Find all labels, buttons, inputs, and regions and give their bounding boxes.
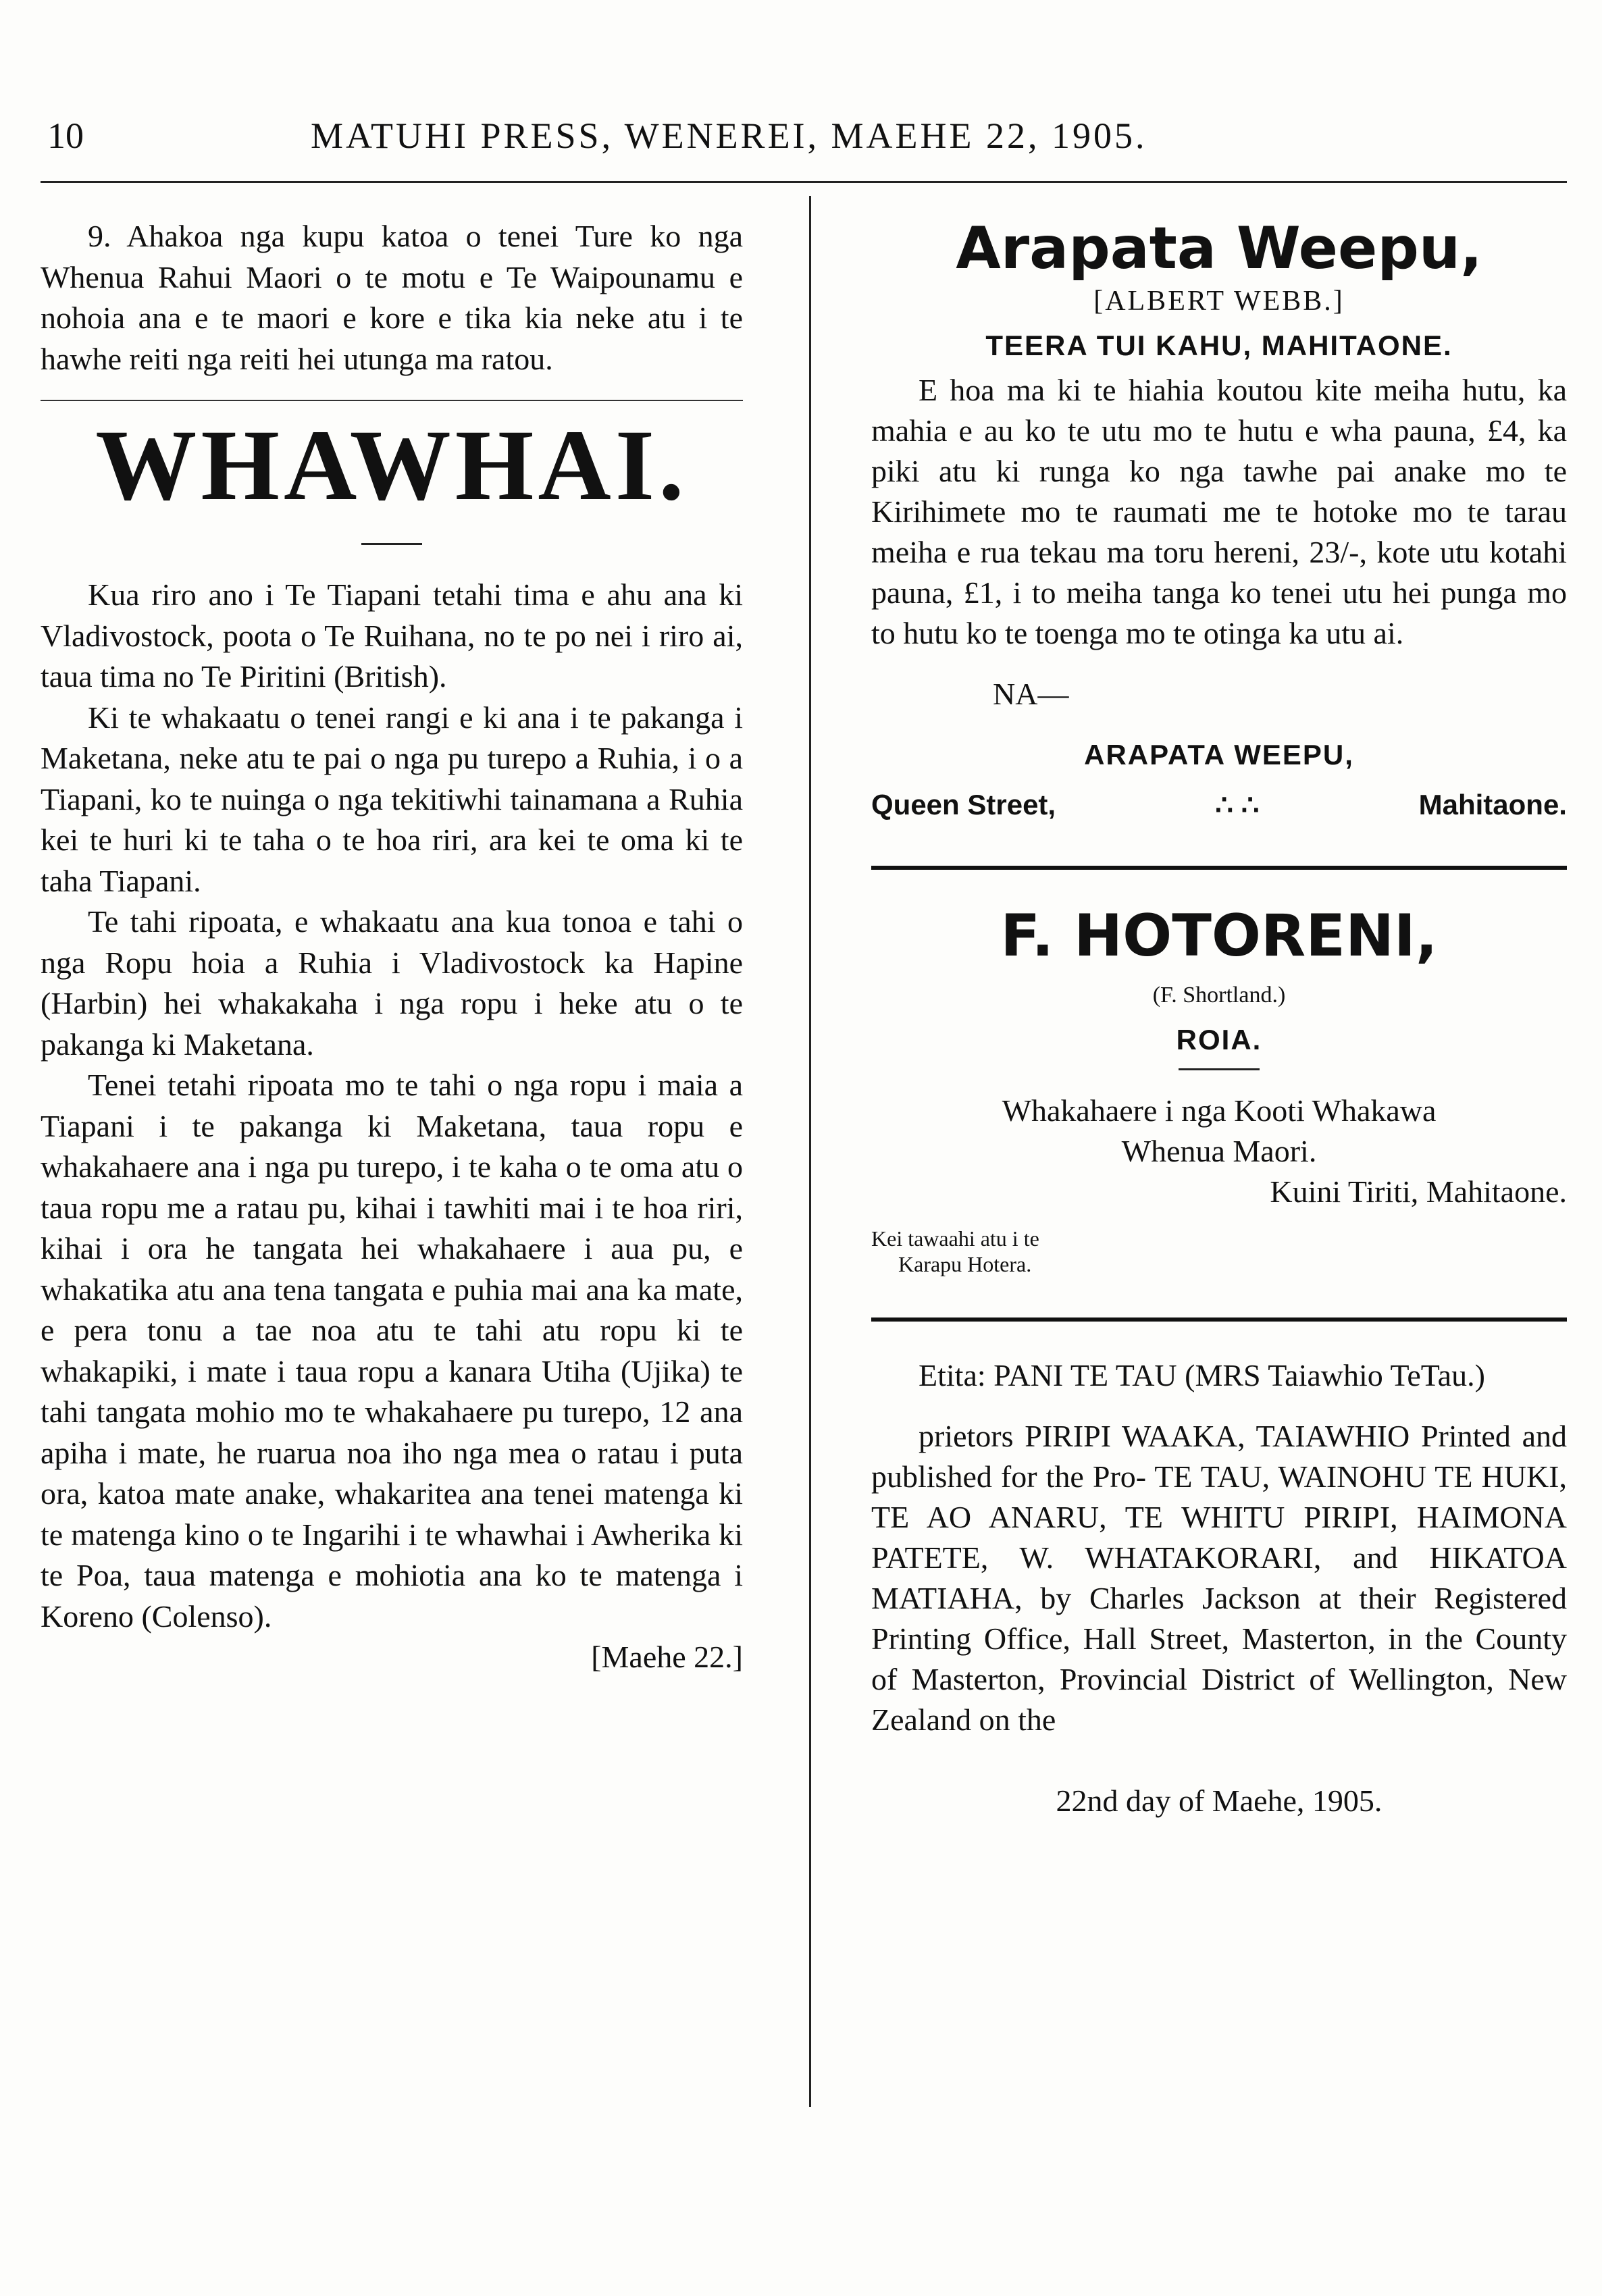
imprint-date: 22nd day of Maehe, 1905.	[1056, 1783, 1383, 1818]
war-paragraph-2: Ki te whakaatu o tenei rangi e ki ana i te pakanga i Maketana, neke atu te pai o nga pu turepo a Ruhia, i o a Tiapani, ko te nuinga o nga tekitiwhi tainamana a Ruhia kei te huri ki te taha o te hoa riri, ara kei te oma ki te taha Tiapani.	[41, 700, 743, 898]
hotoreni-note	[871, 1226, 1567, 1277]
page-header	[41, 108, 1567, 162]
weepu-ad-title: Arapata Weepu,	[956, 215, 1482, 282]
war-paragraph-3: Te tahi ripoata, e whakaatu ana kua tonoa e tahi o nga Ropu hoia a Ruhia i Vladivostock ka Hapine (Harbin) hei whakakaha i nga ropu i heke atu o te pakanga ki Maketana.	[41, 904, 743, 1062]
war-news-heading: WHAWHAI.	[95, 409, 688, 521]
weepu-na: NA—	[993, 677, 1069, 711]
war-paragraph-1: Kua riro ano i Te Tiapani tetahi tima e ahu ana ki Vladivostock, poota o Te Ruihana, no te po nei i riro ai, taua tima no Te Piritini (British).	[41, 577, 743, 694]
section-rule	[41, 400, 743, 401]
hotoreni-note-1: Kei tawaahi atu i te	[871, 1226, 1039, 1251]
ad-separator-2	[871, 1317, 1567, 1322]
hotoreni-address: Kuini Tiriti, Mahitaone.	[1270, 1174, 1567, 1209]
heading-rule	[361, 543, 422, 545]
ad-separator-1	[871, 866, 1567, 870]
hotoreni-line-1: Whakahaere i nga Kooti Whakawa	[1002, 1093, 1437, 1128]
hotoreni-english-name: (F. Shortland.)	[1152, 983, 1286, 1008]
right-column	[871, 216, 1567, 1821]
weepu-trade: TEERA TUI KAHU, MAHITAONE.	[985, 330, 1453, 361]
hotoreni-note-2: Karapu Hotera.	[898, 1252, 1032, 1276]
imprint	[871, 1355, 1567, 1821]
hotoreni-line-2: Whenua Maori.	[1121, 1134, 1317, 1168]
weepu-ad-body: E hoa ma ki te hiahia koutou kite meiha hutu, ka mahia e au ko te utu mo te hutu e wha pauna, £4, ka piki atu ki runga ko nga tawhe pai anake mo te Kirihimete mo te raumati me te hotoke mo te tarau meiha e rua tekau ma toru hereni, 23/-, kote utu kotahi pauna, £1, i to meiha tanga ko tenei utu hei punga mo to hutu ko te toenga mo te otinga ka utu ai.	[871, 373, 1567, 650]
weepu-town: Mahitaone.	[1418, 789, 1567, 820]
war-dateline: [Maehe 22.]	[591, 1640, 743, 1674]
hotoreni-role-rule	[1179, 1068, 1260, 1070]
left-column	[41, 216, 743, 1678]
masthead: MATUHI PRESS, WENEREI, MAEHE 22, 1905.	[311, 115, 1147, 156]
editor-line: Etita: PANI TE TAU (MRS Taiawhio TeTau.)	[919, 1358, 1485, 1392]
clause-nine: 9. Ahakoa nga kupu katoa o tenei Ture ko nga Whenua Rahui Maori o te motu e Te Waipounamu e nohoia ana e te maori e kore e tika kia neke atu i te hawhe reiti nga reiti hei utunga ma ratou.	[41, 219, 743, 376]
weepu-signature: ARAPATA WEEPU,	[1084, 739, 1354, 771]
weepu-dots: ∴ ∴	[1215, 789, 1260, 820]
column-divider	[809, 196, 811, 2107]
weepu-english-name: [ALBERT WEBB.]	[1093, 286, 1345, 317]
hotoreni-role: ROIA.	[1176, 1024, 1262, 1055]
imprint-body: prietors PIRIPI WAAKA, TAIAWHIO Printed and published for the Pro- TE TAU, WAINOHU TE HUKI, TE AO ANARU, TE WHITU PIRIPI, HAIMONA PATETE, W. WHATAKORARI, and HIKATOA MATIAHA, by Charles Jackson at their Registered Printing Office, Hall Street, Masterton, in the County of Masterton, Provincial District of Wellington, New Zealand on the	[871, 1419, 1567, 1737]
page-number: 10	[47, 115, 84, 156]
hotoreni-ad-title: F. HOTORENI,	[1000, 902, 1438, 970]
weepu-street: Queen Street,	[871, 789, 1056, 820]
header-rule	[41, 181, 1567, 183]
war-paragraph-4: Tenei tetahi ripoata mo te tahi o nga ropu i maia a Tiapani i te pakanga ki Maketana, taua ropu e whakahaere ana i nga pu turepo, i te kaha o te oma atu o taua ropu me a ratau pu, kihai i tawhiti mai i te hoa riri, kihai i ora he tangata hei whakahaere i aua pu, e whakatika atu ana tena tangata e puhia mai ana ka mate, e pera tonu a tae noa atu te tahi atu ropu ki te whakapiki, i mate i taua ropu a kanara Utiha (Ujika) te tahi tangata mohio mo te whakahaere pu turepo, 12 ana apiha i mate, he ruarua noa iho nga mea o ratau i puta ora, katoa mate anake, whakaritea ana tenei matenga ki te matenga kino o te Ingarihi i te whawhai i Awherika ki te Poa, taua matenga e mohiotia ana ko te matenga i Koreno (Colenso).	[41, 1068, 743, 1634]
weepu-address-row	[871, 785, 1567, 825]
